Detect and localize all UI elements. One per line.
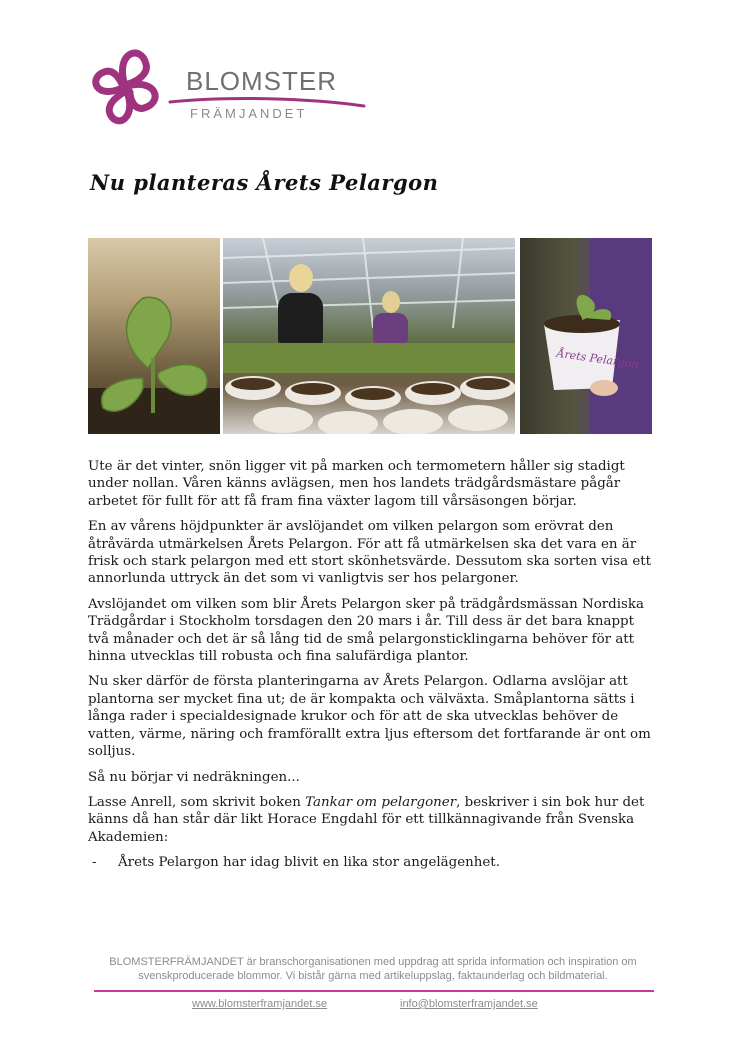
greenhouse-workers-photo bbox=[223, 238, 515, 434]
flower-logo-icon bbox=[86, 42, 166, 134]
footer-description: BLOMSTERFRÄMJANDET är branschorganisationen med uppdrag att sprida information och inspiration om svenskproducerade blommor. Vi bistår gärna med artikeluppslag, faktaunderlag och bildmaterial. bbox=[109, 956, 637, 982]
paragraph: Nu sker därför de första planteringarna av Årets Pelargon. Odlarna avslöjar att plantorna ser mycket fina ut; de är kompakta och välväxta. Småplantorna sätts i långa rader i specialdesignade krukor och för att de ska utvecklas behöver de vatten, värme, näring och framförallt extra ljus eftersom det fortfarande är ont om solljus. bbox=[88, 674, 651, 760]
book-title: Tankar om pelargoner bbox=[305, 794, 457, 810]
logo-brand: BLOMSTER bbox=[186, 66, 338, 96]
paragraph: Så nu börjar vi nedräkningen... bbox=[88, 769, 300, 785]
pelargon-seedling-photo bbox=[88, 238, 220, 434]
pot-label: Årets Pelargon bbox=[555, 346, 640, 372]
article-body bbox=[88, 458, 654, 880]
logo bbox=[86, 40, 366, 135]
bullet-item bbox=[88, 854, 654, 871]
paragraph: En av vårens höjdpunkter är avslöjandet om vilken pelargon som erövrat den åtråvärda utmärkelsen Årets Pelargon. För att få utmärkelsen ska det vara en är frisk och stark pelargon med ett stort skönhetsvärde. Dessutom ska sorten visa ett annorlunda uttryck än det som vi vanligtvis ser hos pelargoner. bbox=[88, 519, 652, 587]
logo-subtitle: FRÄMJANDET bbox=[190, 106, 308, 121]
article-title: Nu planteras Årets Pelargon bbox=[90, 170, 439, 195]
bullet-dash: - bbox=[92, 855, 97, 871]
paragraph: Avslöjandet om vilken som blir Årets Pelargon sker på trädgårdsmässan Nordiska Trädgårdar i Stockholm torsdagen den 20 mars i år. Till dess är det bara knappt två månader och det är så lång tid de små pelargonsticklingarna behöver för att hinna utvecklas till robusta och fina salufärdiga plantor. bbox=[88, 596, 644, 665]
bullet-text: Årets Pelargon har idag blivit en lika stor angelägenhet. bbox=[118, 855, 500, 871]
email-link[interactable]: info@blomsterframjandet.se bbox=[400, 998, 538, 1010]
footer-divider bbox=[94, 990, 654, 992]
potted-pelargon-photo bbox=[520, 238, 652, 434]
paragraph-with-book-title: Lasse Anrell, som skrivit boken Tankar om pelargoner, beskriver i sin bok hur det känns då han står där likt Horace Engdahl för ett tillkännagivande från Svenska Akademien: bbox=[88, 794, 645, 845]
paragraph: Ute är det vinter, snön ligger vit på marken och termometern håller sig stadigt under nollan. Våren känns avlägsen, men hos landets trädgårdsmästare pågår arbetet för fullt för att få fram fina växter lagom till vårsäsongen börjar. bbox=[88, 459, 625, 509]
website-link[interactable]: www.blomsterframjandet.se bbox=[192, 998, 328, 1010]
